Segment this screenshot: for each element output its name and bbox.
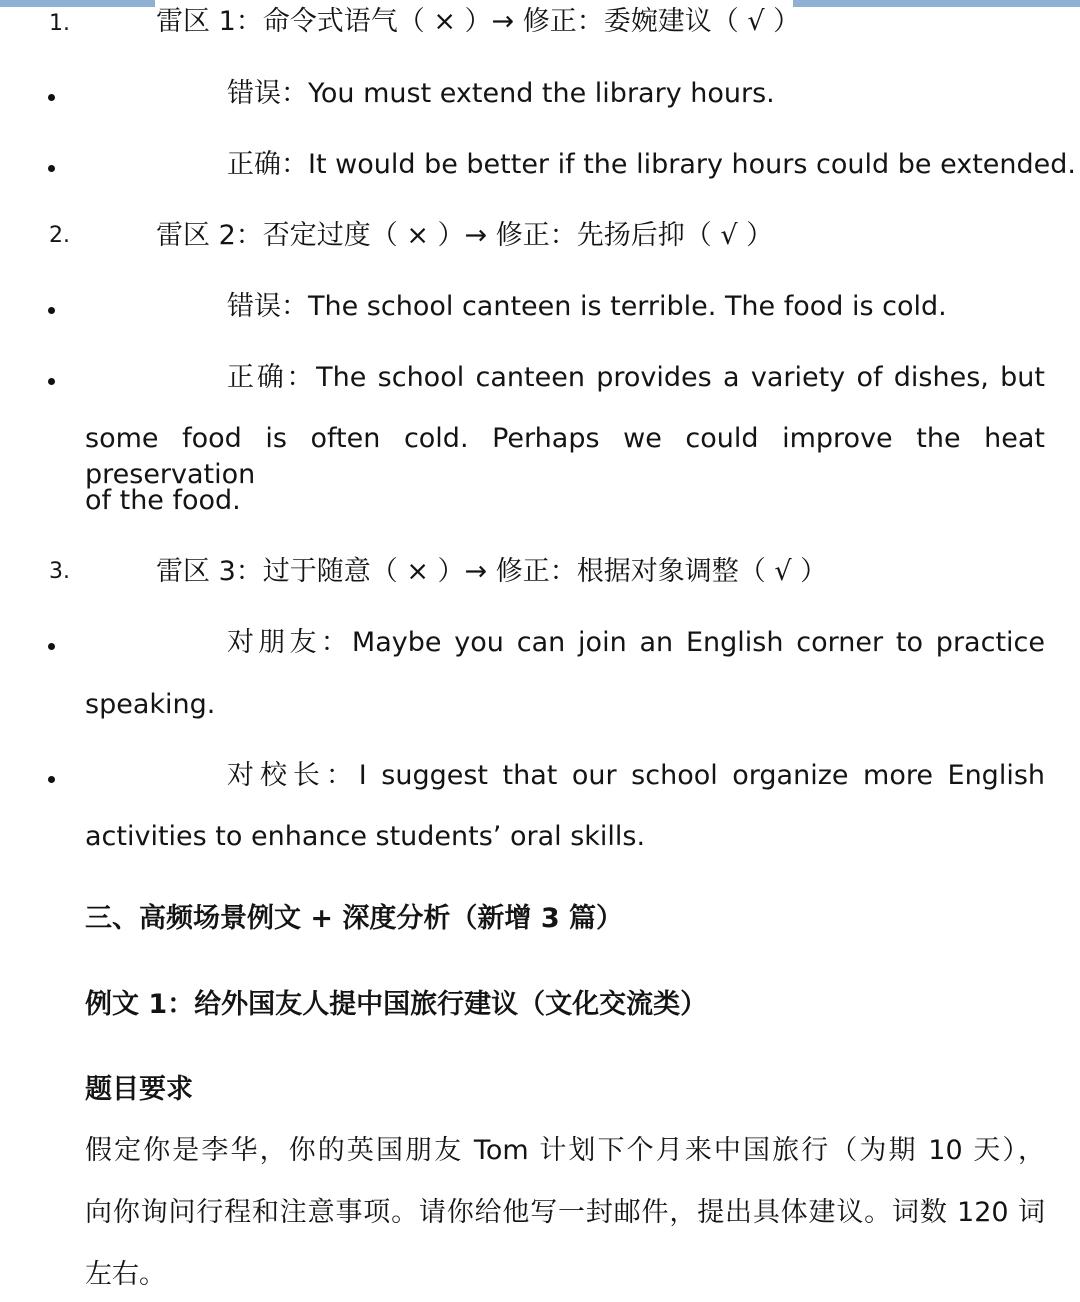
bullet-marker (48, 307, 55, 314)
example-heading: 例文 1：给外国友人提中国旅行建议（文化交流类） (85, 989, 708, 1020)
section-heading: 三、高频场景例文 + 深度分析（新增 3 篇） (85, 903, 624, 934)
example-principal-line-2: activities to enhance students’ oral skills. (85, 821, 646, 852)
text-run: some food is often cold. Perhaps we could improve the heat preservation (85, 423, 1045, 490)
list-number: 2. (49, 223, 70, 248)
requirement-line-3: 左右。 (85, 1259, 166, 1290)
text-run: 假定你是李华，你的英国朋友 Tom 计划下个月来中国旅行（为期 10 天）， (85, 1135, 1045, 1166)
item-title: 雷区 2：否定过度（ × ）→ 修正：先扬后抑（ √ ） (156, 220, 774, 251)
requirement-heading: 题目要求 (85, 1074, 193, 1105)
bullet-marker (48, 776, 55, 783)
bullet-marker (48, 643, 55, 650)
text-run: 对朋友：Maybe you can join an English corner to practice (227, 627, 1045, 658)
example-wrong: 错误：You must extend the library hours. (227, 78, 775, 109)
example-friend-line-2: speaking. (85, 689, 216, 720)
list-number: 3. (49, 559, 70, 584)
example-principal-line-1 (227, 758, 1045, 794)
requirement-line-2 (85, 1195, 1045, 1231)
list-number: 1. (49, 11, 70, 36)
bullet-marker (48, 94, 55, 101)
text-run: 对校长：I suggest that our school organize more English (227, 760, 1045, 791)
example-friend-line-1 (227, 625, 1045, 661)
bullet-marker (48, 378, 55, 385)
top-accent-bar-right (793, 0, 1080, 7)
bullet-marker (48, 165, 55, 172)
text-run: 向你询问行程和注意事项。请你给他写一封邮件，提出具体建议。词数 120 词 (85, 1197, 1045, 1228)
requirement-line-1 (85, 1133, 1045, 1169)
example-correct: 正确：It would be better if the library hours could be extended. (227, 149, 1076, 180)
item-title: 雷区 3：过于随意（ × ）→ 修正：根据对象调整（ √ ） (156, 556, 828, 587)
text-run: 正确：The school canteen provides a variety of dishes, but (227, 362, 1045, 393)
example-correct-line-3: of the food. (85, 485, 241, 516)
item-title: 雷区 1：命令式语气（ × ）→ 修正：委婉建议（ √ ） (156, 6, 801, 37)
example-correct-line-1 (227, 360, 1045, 396)
top-accent-bar-left (0, 0, 155, 7)
example-wrong: 错误：The school canteen is terrible. The food is cold. (227, 291, 947, 322)
